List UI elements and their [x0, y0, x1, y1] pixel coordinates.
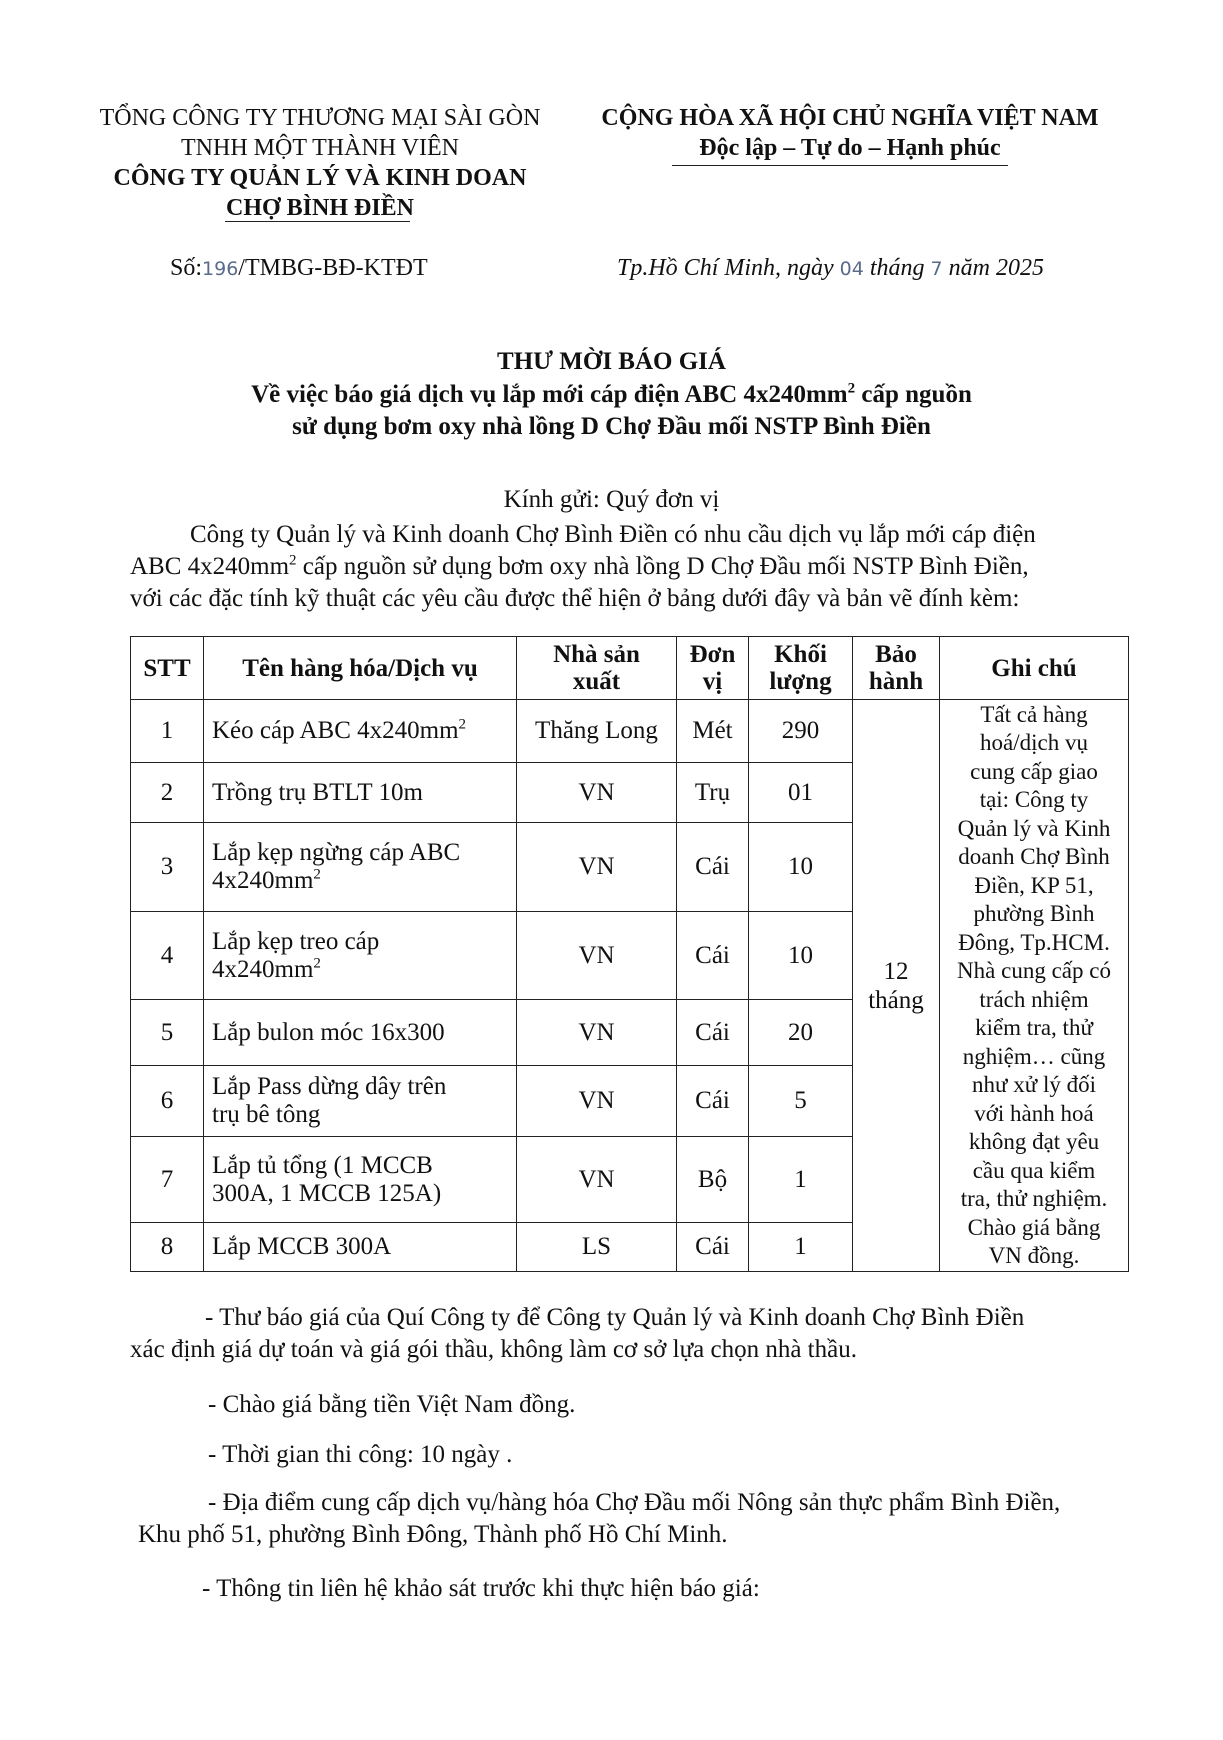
- note-line: Quản lý và Kinh: [957, 815, 1111, 841]
- year-text: năm 2025: [948, 255, 1044, 281]
- header-maker: [517, 637, 677, 700]
- note-line: doanh Chợ Bình: [958, 844, 1110, 869]
- company-header: [70, 103, 570, 223]
- term-3: - Thời gian thi công: 10 ngày .: [208, 1441, 513, 1468]
- row-name-line-2-text: 4x240mm: [212, 955, 314, 983]
- header-qty-1: Khối: [774, 641, 827, 668]
- row-name-line-1: Lắp Pass dừng dây trên: [212, 1073, 447, 1100]
- note-line: Tất cả hàng: [980, 701, 1088, 727]
- row-maker: VN: [517, 912, 677, 1000]
- note-line: VN đồng.: [988, 1243, 1080, 1268]
- term-4-line-2: Khu phố 51, phường Bình Đông, Thành phố Hồ Chí Minh.: [138, 1521, 728, 1548]
- row-stt: 3: [131, 823, 204, 912]
- table-row: [131, 700, 1129, 763]
- row-unit: Mét: [677, 700, 749, 763]
- intro-line-2-sup: 2: [289, 552, 297, 569]
- term-5: - Thông tin liên hệ khảo sát trước khi thực hiện báo giá:: [202, 1575, 760, 1602]
- row-name: [204, 1066, 517, 1137]
- republic-header: [570, 103, 1130, 163]
- warranty-cell: [853, 700, 940, 1272]
- header-unit: [677, 637, 749, 700]
- row-name-sup: 2: [458, 716, 467, 733]
- note-line: như xử lý đối: [972, 1072, 1096, 1097]
- doc-number: [170, 253, 428, 284]
- note-line: Nhà cung cấp có: [957, 958, 1111, 983]
- header-warranty: [853, 637, 940, 700]
- company-line-2: TNHH MỘT THÀNH VIÊN: [181, 135, 459, 161]
- republic-title: CỘNG HÒA XÃ HỘI CHỦ NGHĨA VIỆT NAM: [601, 105, 1099, 131]
- note-line: tại: Công ty: [979, 787, 1089, 812]
- row-maker: VN: [517, 823, 677, 912]
- header-stt: STT: [131, 637, 204, 700]
- row-name-line-1: Lắp kẹp treo cáp: [212, 927, 380, 955]
- row-unit: Bộ: [677, 1137, 749, 1223]
- row-stt: 6: [131, 1066, 204, 1137]
- motto-underline: [672, 165, 1008, 166]
- doc-number-suffix: /TMBG-BĐ-KTĐT: [238, 255, 428, 281]
- goods-table: [130, 636, 1129, 1272]
- table-header-row: [131, 637, 1129, 700]
- row-stt: 8: [131, 1223, 204, 1272]
- row-qty: 20: [749, 1000, 853, 1066]
- row-name-line-1: Lắp tủ tổng (1 MCCB: [212, 1151, 433, 1179]
- note-line: tra, thử nghiệm.: [960, 1186, 1108, 1211]
- page-title: THƯ MỜI BÁO GIÁ: [497, 348, 726, 375]
- row-maker: LS: [517, 1223, 677, 1272]
- row-name-line-2-text: 4x240mm: [212, 867, 314, 894]
- header-warranty-1: Bảo: [875, 641, 917, 668]
- row-name: [204, 700, 517, 763]
- term-1-line-1: - Thư báo giá của Quí Công ty để Công ty Quản lý và Kinh doanh Chợ Bình Điền: [205, 1304, 1025, 1331]
- row-qty: 01: [749, 763, 853, 823]
- note-line: nghiệm… cũng: [962, 1043, 1106, 1069]
- row-unit: Cái: [677, 823, 749, 912]
- row-name-line-2: 300A, 1 MCCB 125A): [212, 1179, 442, 1207]
- row-qty: 10: [749, 912, 853, 1000]
- note-line: hoá/dịch vụ: [980, 730, 1088, 755]
- title-subline-1: [0, 379, 1223, 411]
- title-subline-1-tail: cấp nguồn: [855, 381, 972, 408]
- intro-line-3: với các đặc tính kỹ thuật các yêu cầu được thể hiện ở bảng dưới đây và bản vẽ đính kèm:: [130, 585, 1020, 612]
- header-name: Tên hàng hóa/Dịch vụ: [204, 637, 517, 700]
- term-1-line-2: xác định giá dự toán và giá gói thầu, không làm cơ sở lựa chọn nhà thầu.: [130, 1336, 857, 1363]
- note-line: cầu qua kiểm: [972, 1157, 1096, 1183]
- row-name: Trồng trụ BTLT 10m: [204, 763, 517, 823]
- row-stt: 5: [131, 1000, 204, 1066]
- company-line-4: CHỢ BÌNH ĐIỀN: [225, 195, 415, 221]
- note-line: phường Bình: [973, 901, 1095, 926]
- row-maker: VN: [517, 1137, 677, 1223]
- note-line: không đạt yêu: [968, 1129, 1100, 1154]
- warranty-unit: tháng: [868, 986, 924, 1014]
- title-subline-2: sử dụng bơm oxy nhà lồng D Chợ Đầu mối NSTP Bình Điền: [292, 413, 931, 440]
- row-name-text: Kéo cáp ABC 4x240mm: [212, 717, 459, 744]
- note-line: trách nhiệm: [979, 986, 1089, 1012]
- row-maker: VN: [517, 1000, 677, 1066]
- row-stt: 1: [131, 700, 204, 763]
- greeting: Kính gửi: Quý đơn vị: [503, 486, 720, 513]
- row-name-line-1: Lắp kẹp ngừng cáp ABC: [212, 839, 461, 866]
- row-unit: Trụ: [677, 763, 749, 823]
- intro-line-2a: ABC 4x240mm: [130, 553, 290, 580]
- company-underline: [225, 221, 410, 222]
- doc-number-handwritten: 196: [202, 258, 239, 280]
- row-qty: 1: [749, 1137, 853, 1223]
- row-maker: Thăng Long: [517, 700, 677, 763]
- row-name: [204, 912, 517, 1000]
- row-stt: 7: [131, 1137, 204, 1223]
- header-unit-2: vị: [702, 668, 723, 695]
- header-maker-1: Nhà sản: [553, 641, 640, 668]
- place-date-prefix: Tp.Hồ Chí Minh, ngày: [617, 255, 834, 281]
- row-name-sup: 2: [313, 955, 321, 972]
- title-subline-1-sup: 2: [847, 380, 856, 397]
- doc-number-prefix: Số:: [170, 255, 203, 281]
- row-maker: VN: [517, 1066, 677, 1137]
- intro-line-1: Công ty Quản lý và Kinh doanh Chợ Bình Điền có nhu cầu dịch vụ lắp mới cáp điện: [190, 521, 1036, 548]
- row-name: Lắp MCCB 300A: [204, 1223, 517, 1272]
- note-line: Đông, Tp.HCM.: [958, 929, 1110, 955]
- place-date: [617, 253, 1044, 284]
- term-4: [130, 1487, 1140, 1551]
- row-qty: 290: [749, 700, 853, 763]
- row-name: [204, 823, 517, 912]
- month-word: tháng: [869, 255, 925, 281]
- warranty-value: 12: [883, 957, 909, 985]
- header-maker-2: xuất: [572, 668, 621, 695]
- company-line-3: CÔNG TY QUẢN LÝ VÀ KINH DOAN: [113, 165, 527, 191]
- row-name-sup: 2: [313, 866, 321, 883]
- intro-paragraph: [130, 519, 1140, 615]
- header-qty: [749, 637, 853, 700]
- note-line: Chào giá bằng: [967, 1214, 1101, 1240]
- row-name-line-2: trụ bê tông: [212, 1101, 321, 1128]
- note-line: kiểm tra, thử: [975, 1015, 1093, 1040]
- intro-line-2: [130, 551, 1140, 583]
- title-subline-1-text: Về việc báo giá dịch vụ lắp mới cáp điện ABC 4x240mm: [251, 381, 848, 408]
- month-handwritten: 7: [930, 258, 943, 280]
- row-name: Lắp bulon móc 16x300: [204, 1000, 517, 1066]
- company-line-1: TỔNG CÔNG TY THƯƠNG MẠI SÀI GÒN: [99, 105, 541, 131]
- day-handwritten: 04: [839, 258, 864, 280]
- row-unit: Cái: [677, 1000, 749, 1066]
- row-qty: 10: [749, 823, 853, 912]
- row-name: [204, 1137, 517, 1223]
- row-unit: Cái: [677, 1223, 749, 1272]
- header-note: Ghi chú: [940, 637, 1129, 700]
- note-line: cung cấp giao: [970, 758, 1098, 784]
- note-line: với hành hoá: [974, 1100, 1094, 1126]
- row-name-line-2: [212, 956, 508, 984]
- motto: Độc lập – Tự do – Hạnh phúc: [699, 135, 1001, 161]
- row-qty: 5: [749, 1066, 853, 1137]
- row-unit: Cái: [677, 912, 749, 1000]
- note-line: Điền, KP 51,: [974, 872, 1094, 898]
- row-maker: VN: [517, 763, 677, 823]
- row-name-line-2: [212, 867, 508, 895]
- title-block: [0, 345, 1223, 443]
- row-unit: Cái: [677, 1066, 749, 1137]
- header-unit-1: Đơn: [689, 641, 736, 668]
- term-2: - Chào giá bằng tiền Việt Nam đồng.: [208, 1391, 576, 1418]
- row-stt: 4: [131, 912, 204, 1000]
- intro-line-2b: cấp nguồn sử dụng bơm oxy nhà lồng D Chợ Đầu mối NSTP Bình Điền,: [296, 553, 1029, 580]
- term-1: [130, 1302, 1140, 1366]
- header-qty-2: lượng: [769, 668, 832, 695]
- row-stt: 2: [131, 763, 204, 823]
- header-warranty-2: hành: [868, 668, 924, 695]
- row-qty: 1: [749, 1223, 853, 1272]
- term-4-line-1: - Địa điểm cung cấp dịch vụ/hàng hóa Chợ Đầu mối Nông sản thực phẩm Bình Điền,: [208, 1489, 1061, 1516]
- note-cell: [940, 700, 1129, 1272]
